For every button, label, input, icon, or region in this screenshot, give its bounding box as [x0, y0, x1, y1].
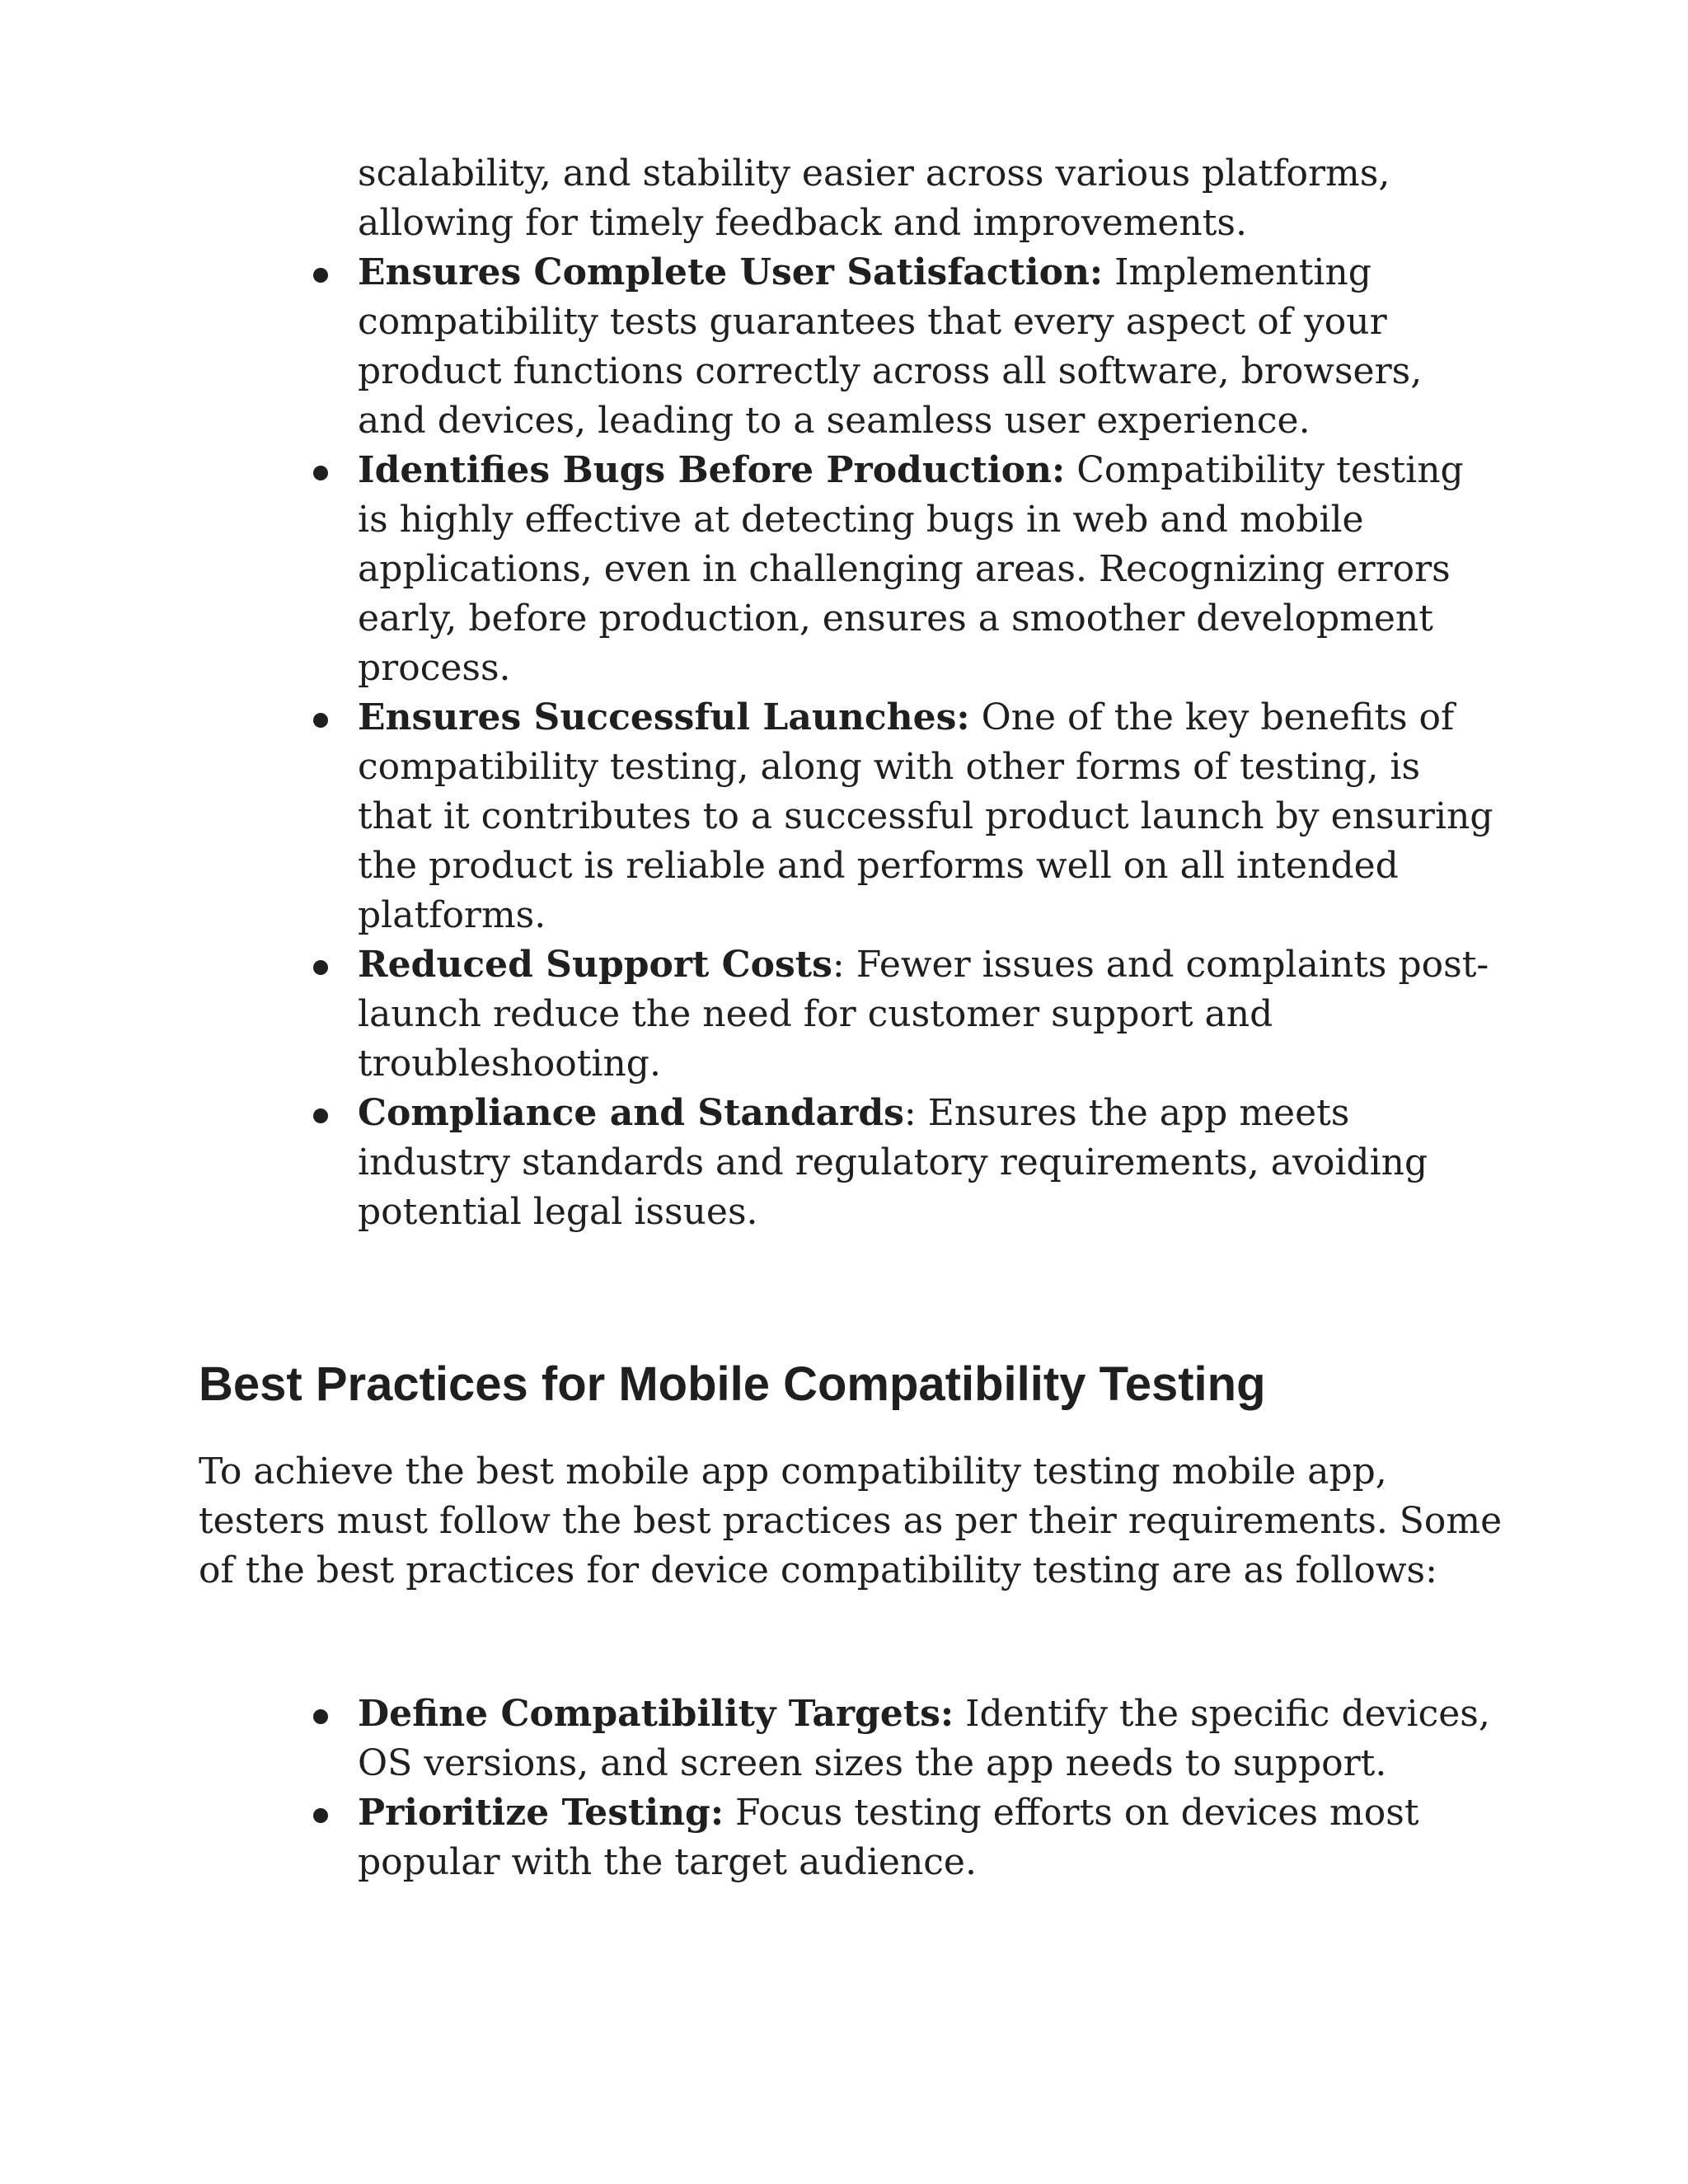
- list-item-text: Identify the specific devices, OS versions, and screen sizes the app needs to support.: [358, 1693, 1490, 1784]
- list-item-text: Compatibility testing is highly effective at detecting bugs in web and mobile applications, even in challenging areas. Recognizing errors early, before production, ensures a smoother development process.: [358, 449, 1464, 689]
- practices-list: [312, 1690, 1498, 1887]
- list-item-text: Implementing compatibility tests guarantees that every aspect of your product functions correctly across all software, browsers, and devices, leading to a seamless user experience.: [358, 251, 1423, 442]
- list-item-term: Prioritize Testing:: [358, 1792, 724, 1834]
- list-item: [312, 1089, 1498, 1237]
- list-item: [312, 446, 1498, 693]
- list-item: [312, 248, 1498, 446]
- intro-paragraph: To achieve the best mobile app compatibility testing mobile app, testers must follow the best practices as per their requirements. Some of the best practices for device compatibility testing are as follows:: [199, 1451, 1503, 1591]
- list-item: [312, 1690, 1498, 1788]
- list-item-text: One of the key benefits of compatibility testing, along with other forms of testing, is that it contributes to a successful product launch by ensuring the product is reliable and performs well on all intended platforms.: [358, 696, 1493, 936]
- benefits-list: [312, 149, 1498, 1237]
- list-item-term: Compliance and Standards: [358, 1092, 904, 1134]
- list-item-term: Identifies Bugs Before Production:: [358, 449, 1066, 491]
- list-item-term: Define Compatibility Targets:: [358, 1693, 954, 1735]
- list-item: [312, 693, 1498, 940]
- list-item-text: : Fewer issues and complaints post-launch reduce the need for customer support and troubleshooting.: [358, 944, 1489, 1085]
- list-item-term: Ensures Successful Launches:: [358, 696, 970, 738]
- continuation-text: scalability, and stability easier across various platforms, allowing for timely feedback and improvements.: [358, 152, 1390, 244]
- list-item: [312, 940, 1498, 1089]
- list-item-text: : Ensures the app meets industry standards and regulatory requirements, avoiding potential legal issues.: [358, 1092, 1428, 1233]
- list-item-text: Focus testing efforts on devices most popular with the target audience.: [358, 1792, 1419, 1883]
- list-item-term: Ensures Complete User Satisfaction:: [358, 251, 1104, 293]
- list-continuation: [312, 149, 1498, 248]
- section-heading: Best Practices for Mobile Compatibility Testing: [199, 1357, 1266, 1411]
- list-item: [312, 1788, 1498, 1887]
- list-item-term: Reduced Support Costs: [358, 944, 832, 986]
